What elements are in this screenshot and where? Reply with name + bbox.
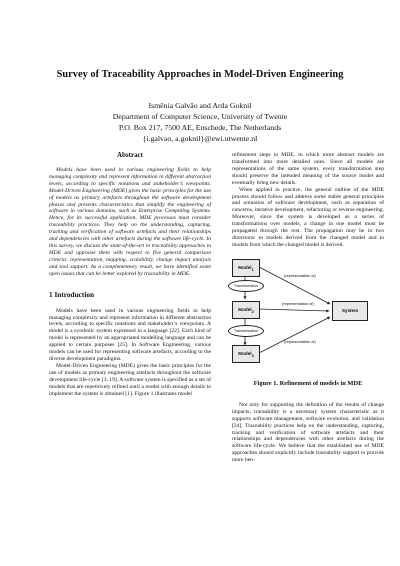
abstract-heading: Abstract (116, 151, 144, 159)
figure-1-caption: Figure 1. Refinement of models in MDE (253, 379, 363, 387)
intro-paragraph-1: Models have been used in various engineering fields to help managing complexity and represent information in different abstraction levels, according to specific notations and stakeholder’s viewpoints. A model is a symbolic system expressed in a language [22]. Each kind of model is represented by an appropriated modelling language and can be applied to certain purposes [25]. In Software Engineering, various models can be used for representing software artefacts, according to the diverse development paradigms. (49, 307, 211, 363)
system-box: System (332, 301, 368, 321)
author-email: {i.galvao, a.goknil}@ewi.utwente.nl (142, 134, 258, 144)
model-3-label: Model (238, 350, 252, 356)
transformation-oval-2: Transformation (228, 325, 264, 337)
model-2-subscript: 2 (251, 309, 254, 314)
model-1-subscript: 1 (251, 267, 254, 272)
representation-label-1: (representation of) (284, 272, 316, 278)
author-department: Department of Computer Science, University of Twente (112, 112, 288, 122)
model-3-box (232, 345, 260, 363)
right-column (232, 152, 384, 464)
model-2-label: Model (238, 306, 252, 312)
transformation-oval-1: Transformation (228, 280, 264, 292)
right-paragraph-3: Not only for supporting the definition of the results of change impacts, traceability is a necessary system characteristic as it supports software management, software evolution, and validation [24]. Traceability practices help on the understanding, capturing, tracking and verification of software artefacts and their relationships and dependencies with other artefacts during the software life-cycle. We believe that the established use of MDE approaches should explicitly include traceability support to provide more ben- (232, 401, 384, 464)
right-paragraph-2: When applied in practice, the general outline of the MDE process should follow and address some stable general principles and scenarios of software development, such as separation of concerns, iterative development, refactoring or reverse engineering. Moreover, since the system is developed as a series of transformations over models, a change in one model must be propagated through the rest. The propagation may be in two directions: to models derived from the changed model and to models from which the changed model is derived. (232, 186, 384, 248)
right-paragraph-1: refinement steps in MDE, in which more abstract models are transformed into more detailed ones. Since all models are representations of the same system, every transformation step should preserve the intended meaning of the source model and eventually bring new details. (232, 152, 384, 186)
author-address: P.O. Box 217, 7500 AE, Enschede, The Netherlands (118, 123, 282, 133)
representation-label-3: (representation of) (284, 338, 316, 344)
intro-paragraph-2: Model-Driven Engineering (MDE) gives the basic principles for the use of models as primary engineering artefacts throughout the software development life-cycle [3, 19]. A software system is specified as a set of models that are repetitively refined until a model with enough details to implement the system is obtained [1]. Figure 1 illustrates model (49, 362, 211, 397)
model-1-box (232, 259, 260, 277)
author-names: Ismênia Galvão and Arda Goknil (148, 101, 252, 110)
figure-1 (232, 255, 384, 375)
model-3-subscript: 3 (251, 353, 254, 358)
author-block (0, 100, 400, 144)
section-heading-introduction: 1 Introduction (49, 289, 95, 299)
representation-label-2: (representation of) (282, 300, 314, 306)
model-1-label: Model (238, 264, 252, 270)
model-2-box (232, 301, 260, 319)
left-column (49, 152, 211, 398)
paper-title: Survey of Traceability Approaches in Model-Driven Engineering (56, 69, 344, 80)
abstract-text: Models have been used in various engineering fields to help managing complexity and represent information in different abstraction levels, according to specific notations and stakeholder’s viewpoints. Model-Driven Engineering (MDE) gives the basic principles for the use of models as primary artefacts throughout the software development phases and presents characteristics that simplify the engineering of software in various domains, such as Enterprise Computing Systems. Hence, for its successful application, MDE processes must consider traceability practices. They help on the understanding, capturing, tracking and verification of software artefacts and their relationships and dependencies with other artefacts during the software life-cycle. In this survey, we discuss the state-of-the-art in traceability approaches in MDE and appraise them with respect to five general comparison criteria: representation, mapping, scalability, change impact analysis and tool support. As a complementary result, we have identified some open issues that can be better explored by traceability in MDE. (49, 166, 211, 277)
